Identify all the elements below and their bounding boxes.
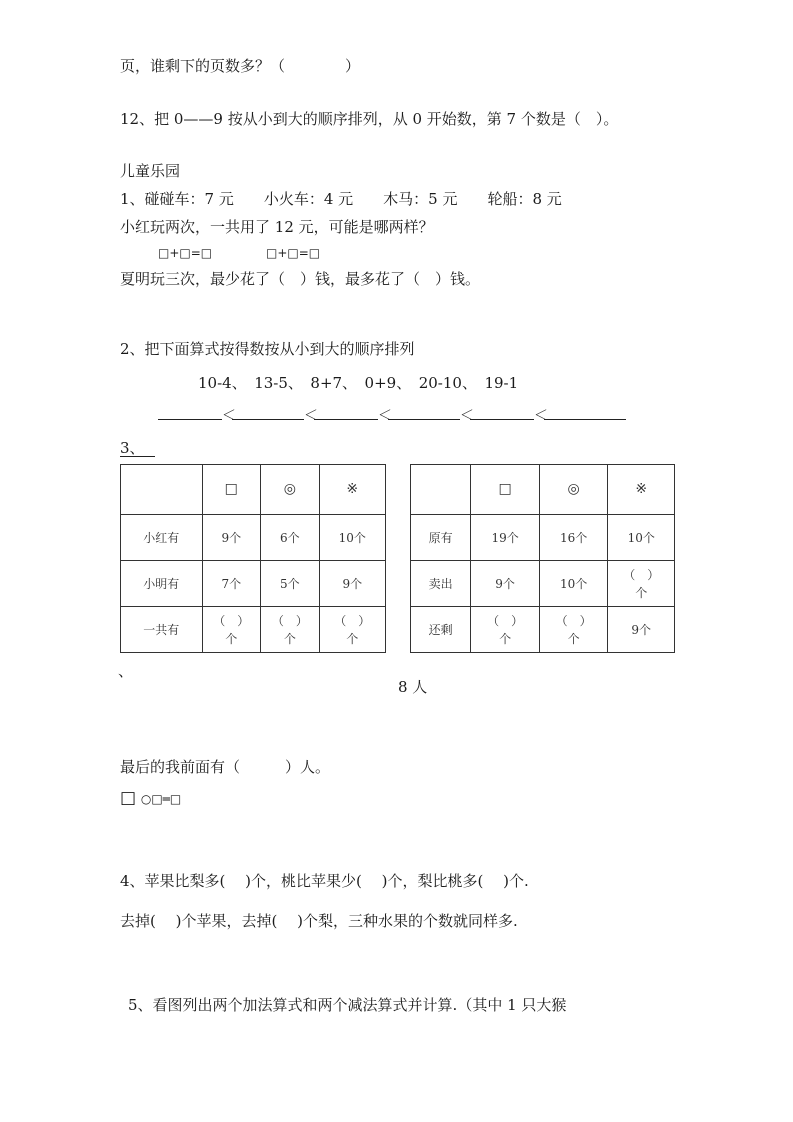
row-label: 还剩 [411, 607, 471, 653]
answer-blank[interactable] [314, 405, 378, 420]
less-than-sign: ＜ [222, 408, 236, 424]
less-than-sign: ＜ [534, 408, 548, 424]
table-cell: 16个 [539, 515, 608, 561]
table-cell: 7个 [202, 561, 261, 607]
table-corner [121, 465, 203, 515]
table-xiaohong-xiaoming [120, 464, 386, 653]
less-than-sign: ＜ [304, 408, 318, 424]
reference-mark-icon: ※ [608, 465, 675, 515]
section-title: 儿童乐园 [120, 162, 181, 180]
answer-cell[interactable]: （ ） 个 [471, 607, 540, 653]
answer-blank[interactable] [158, 405, 222, 420]
square-icon: □ [471, 465, 540, 515]
problem-2-expressions: 10-4、 13-5、 8+7、 0+9、 20-10、 19-1 [198, 374, 519, 392]
problem-1-prices: 1、碰碰车：7 元 小火车：4 元 木马：5 元 轮船：8 元 [120, 190, 562, 208]
problem-1-question-2: 夏明玩三次，最少花了（ ）钱，最多花了（ ）钱。 [120, 270, 481, 288]
table-cell: 6个 [261, 515, 320, 561]
row-label: 小红有 [121, 515, 203, 561]
table-cell: 9个 [202, 515, 261, 561]
answer-blank[interactable] [232, 405, 304, 420]
row-label: 小明有 [121, 561, 203, 607]
problem-3-question: 最后的我前面有（ ）人。 [120, 758, 331, 776]
table-cell: 9个 [471, 561, 540, 607]
table-cell: 5个 [261, 561, 320, 607]
table-cell: 19个 [471, 515, 540, 561]
equals-box-symbol: ═□ [162, 792, 182, 806]
answer-blank[interactable] [388, 405, 460, 420]
table-cell: 9个 [319, 561, 385, 607]
problem-5-line-1: 5、看图列出两个加法算式和两个减法算式并计算.（其中 1 只大猴 [128, 996, 567, 1014]
q11-tail: 页，谁剩下的页数多？（ ） [120, 57, 361, 75]
table-cell: 9个 [608, 607, 675, 653]
table-original-sold-remaining [410, 464, 675, 653]
answer-cell[interactable]: （ ） 个 [319, 607, 385, 653]
problem-2-title: 2、把下面算式按得数按从小到大的顺序排列 [120, 340, 415, 358]
problem-3-equation [120, 788, 181, 808]
problem-4-line-2: 去掉( )个苹果，去掉( )个梨，三种水果的个数就同样多. [120, 912, 518, 930]
less-than-sign: ＜ [378, 408, 392, 424]
answer-blank[interactable] [544, 405, 626, 420]
double-circle-icon: ◎ [261, 465, 320, 515]
answer-cell[interactable]: （ ） 个 [608, 561, 675, 607]
circle-box-symbol: ○□ [140, 792, 163, 806]
reference-mark-icon: ※ [319, 465, 385, 515]
problem-1-question: 小红玩两次，一共用了 12 元，可能是哪两样？ [120, 218, 434, 236]
ordering-blanks [158, 405, 626, 425]
square-icon: □ [202, 465, 261, 515]
double-circle-icon: ◎ [539, 465, 608, 515]
answer-cell[interactable]: （ ） 个 [539, 607, 608, 653]
answer-blank[interactable] [470, 405, 534, 420]
box-symbol: □ [120, 788, 137, 808]
problem-4-line-1: 4、苹果比梨多( )个，桃比苹果少( )个，梨比桃多( )个. [120, 872, 529, 890]
table-cell: 10个 [539, 561, 608, 607]
people-count: 8 人 [398, 678, 428, 696]
table-cell: 10个 [608, 515, 675, 561]
table-corner [411, 465, 471, 515]
problem-3-label: 3、 [120, 440, 155, 457]
answer-cell[interactable]: （ ） 个 [261, 607, 320, 653]
problem-1-equation-2: □+□=□ [266, 246, 321, 260]
row-label: 卖出 [411, 561, 471, 607]
problem-1-equation-1: □+□=□ [158, 246, 213, 260]
table-cell: 10个 [319, 515, 385, 561]
row-label: 原有 [411, 515, 471, 561]
less-than-sign: ＜ [460, 408, 474, 424]
question-12: 12、把 0——9 按从小到大的顺序排列，从 0 开始数，第 7 个数是（ ）。 [120, 110, 619, 128]
answer-cell[interactable]: （ ） 个 [202, 607, 261, 653]
row-label: 一共有 [121, 607, 203, 653]
stray-mark: 、 [118, 662, 134, 680]
